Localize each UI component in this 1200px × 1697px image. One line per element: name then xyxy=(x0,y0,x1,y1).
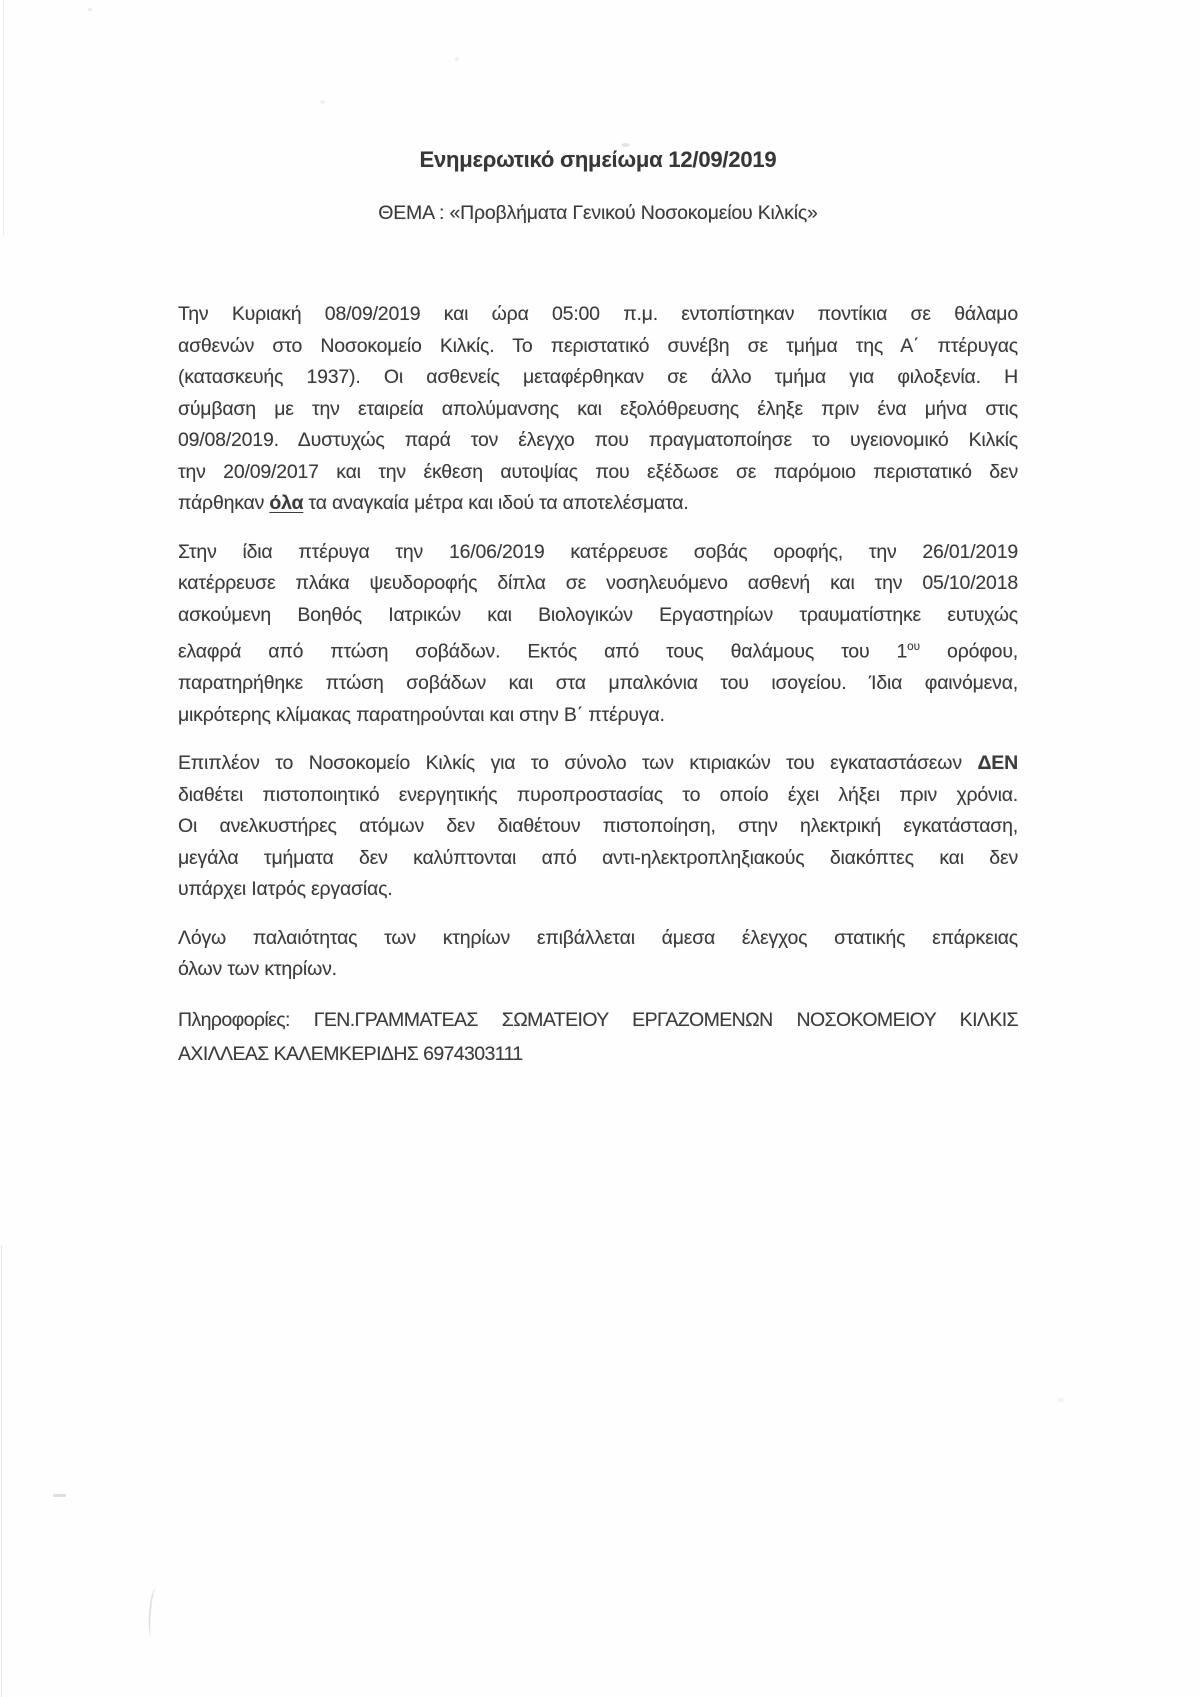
text-segment: ορόφου, xyxy=(920,640,1019,663)
text-line xyxy=(178,1003,1018,1037)
scan-mark-artifact xyxy=(147,1588,160,1637)
scan-mark-artifact xyxy=(53,1494,66,1497)
text-segment: Οι ανελκυστήρες ατόμων δεν διαθέτουν πιστοποίηση, στην ηλεκτρική εγκατάσταση, xyxy=(178,815,1018,837)
text-segment: Λόγω παλαιότητας των κτηρίων επιβάλλεται άμεσα έλεγχος στατικής επάρκειας xyxy=(178,926,1018,949)
paragraph xyxy=(178,299,1018,520)
paragraph xyxy=(178,1003,1018,1071)
text-segment: υπάρχει Ιατρός εργασίας. xyxy=(178,878,393,900)
text-segment: κατέρρευσε πλάκα ψευδοροφής δίπλα σε νοσηλευόμενο ασθενή και την 05/10/2018 xyxy=(178,572,1018,594)
text-line xyxy=(178,874,1018,906)
text-segment: ου xyxy=(907,640,921,653)
text-segment: όλων των κτηρίων. xyxy=(178,958,337,980)
text-segment: σύμβαση με την εταιρεία απολύμανσης και εξολόθρευσης έληξε πριν ένα μήνα στις xyxy=(178,397,1018,420)
text-line xyxy=(178,1037,1018,1071)
text-segment: όλα xyxy=(269,492,304,514)
text-line xyxy=(178,600,1018,632)
text-line xyxy=(178,331,1018,363)
text-segment: Επιπλέον το Νοσοκομείο Κιλκίς για το σύνολο των κτιριακών του εγκαταστάσεων xyxy=(178,752,978,774)
scan-speck-artifact xyxy=(1058,1398,1064,1402)
text-segment: πάρθηκαν xyxy=(178,492,270,514)
text-line xyxy=(178,394,1018,426)
text-line xyxy=(178,488,1018,520)
scan-edge-artifact xyxy=(1,1245,2,1697)
text-line xyxy=(178,631,1018,668)
paragraph xyxy=(178,748,1018,906)
scan-speck-artifact xyxy=(320,100,325,104)
text-line xyxy=(178,954,1018,986)
memo-subject: ΘΕΜΑ : «Προβλήματα Γενικού Νοσοκομείου Κιλκίς» xyxy=(378,202,818,224)
scan-edge-artifact xyxy=(3,0,4,235)
paragraph xyxy=(178,923,1018,986)
text-line xyxy=(178,668,1018,700)
text-segment: ΔΕΝ xyxy=(977,752,1018,774)
text-line xyxy=(178,700,1018,732)
text-segment: μικρότερης κλίμακας παρατηρούνται και στην Β΄ πτέρυγα. xyxy=(178,703,665,726)
text-segment: την 20/09/2017 και την έκθεση αυτοψίας που εξέδωσε σε παρόμοιο περιστατικό δεν xyxy=(178,460,1018,483)
text-segment: μεγάλα τμήματα δεν καλύπτονται από αντι-ηλεκτροπληξιακούς διακόπτες και δεν xyxy=(178,846,1018,869)
memo-body xyxy=(178,299,1018,1071)
text-segment: (κατασκευής 1937). Οι ασθενείς μεταφέρθηκαν σε άλλο τμήμα για φιλοξενία. Η xyxy=(178,366,1018,388)
text-segment: ελαφρά από πτώση σοβάδων. Εκτός από τους θαλάμους του 1 xyxy=(178,640,908,663)
text-segment: Την Κυριακή 08/09/2019 και ώρα 05:00 π.μ. εντοπίστηκαν ποντίκια σε θάλαμο xyxy=(178,303,1018,325)
text-segment: ασκούμενη Βοηθός Ιατρικών και Βιολογικών Εργαστηρίων τραυματίστηκε ευτυχώς xyxy=(178,603,1018,626)
text-line xyxy=(178,780,1018,812)
text-segment: 09/08/2019. Δυστυχώς παρά τον έλεγχο που πραγματοποίησε το υγειονομικό Κιλκίς xyxy=(178,429,1018,451)
text-line xyxy=(178,457,1018,489)
text-segment: Πληροφορίες: ΓΕΝ.ΓΡΑΜΜΑΤΕΑΣ ΣΩΜΑΤΕΙΟΥ ΕΡΓΑΖΟΜΕΝΩΝ ΝΟΣΟΚΟΜΕΙΟΥ ΚΙΛΚΙΣ xyxy=(178,1008,1018,1031)
scan-speck-artifact xyxy=(455,57,459,61)
memo-content xyxy=(178,144,1018,1088)
text-segment: ΑΧΙΛΛΕΑΣ ΚΑΛΕΜΚΕΡΙΔΗΣ 6974303111 xyxy=(178,1042,523,1065)
text-line xyxy=(178,811,1018,843)
memo-title: Ενημερωτικό σημείωμα 12/09/2019 xyxy=(419,147,777,172)
text-line xyxy=(178,362,1018,394)
text-segment: διαθέτει πιστοποιητικό ενεργητικής πυροπροστασίας το οποίο έχει λήξει πριν χρόνια. xyxy=(178,783,1018,806)
text-line xyxy=(178,537,1018,569)
text-segment: τα αναγκαία μέτρα και ιδού τα αποτελέσματα. xyxy=(303,492,689,514)
text-segment: ασθενών στο Νοσοκομείο Κιλκίς. Το περιστατικό συνέβη σε τμήμα της Α΄ πτέρυγας xyxy=(178,334,1018,357)
text-line xyxy=(178,923,1018,955)
text-line xyxy=(178,568,1018,600)
text-line xyxy=(178,748,1018,780)
text-line xyxy=(178,299,1018,331)
text-segment: Στην ίδια πτέρυγα την 16/06/2019 κατέρρευσε σοβάς οροφής, την 26/01/2019 xyxy=(178,540,1018,563)
paragraph xyxy=(178,537,1018,732)
text-segment: παρατηρήθηκε πτώση σοβάδων και στα μπαλκόνια του ισογείου. Ίδια φαινόμενα, xyxy=(178,672,1018,694)
text-line xyxy=(178,425,1018,457)
text-line xyxy=(178,843,1018,875)
scan-speck-artifact xyxy=(88,8,92,11)
